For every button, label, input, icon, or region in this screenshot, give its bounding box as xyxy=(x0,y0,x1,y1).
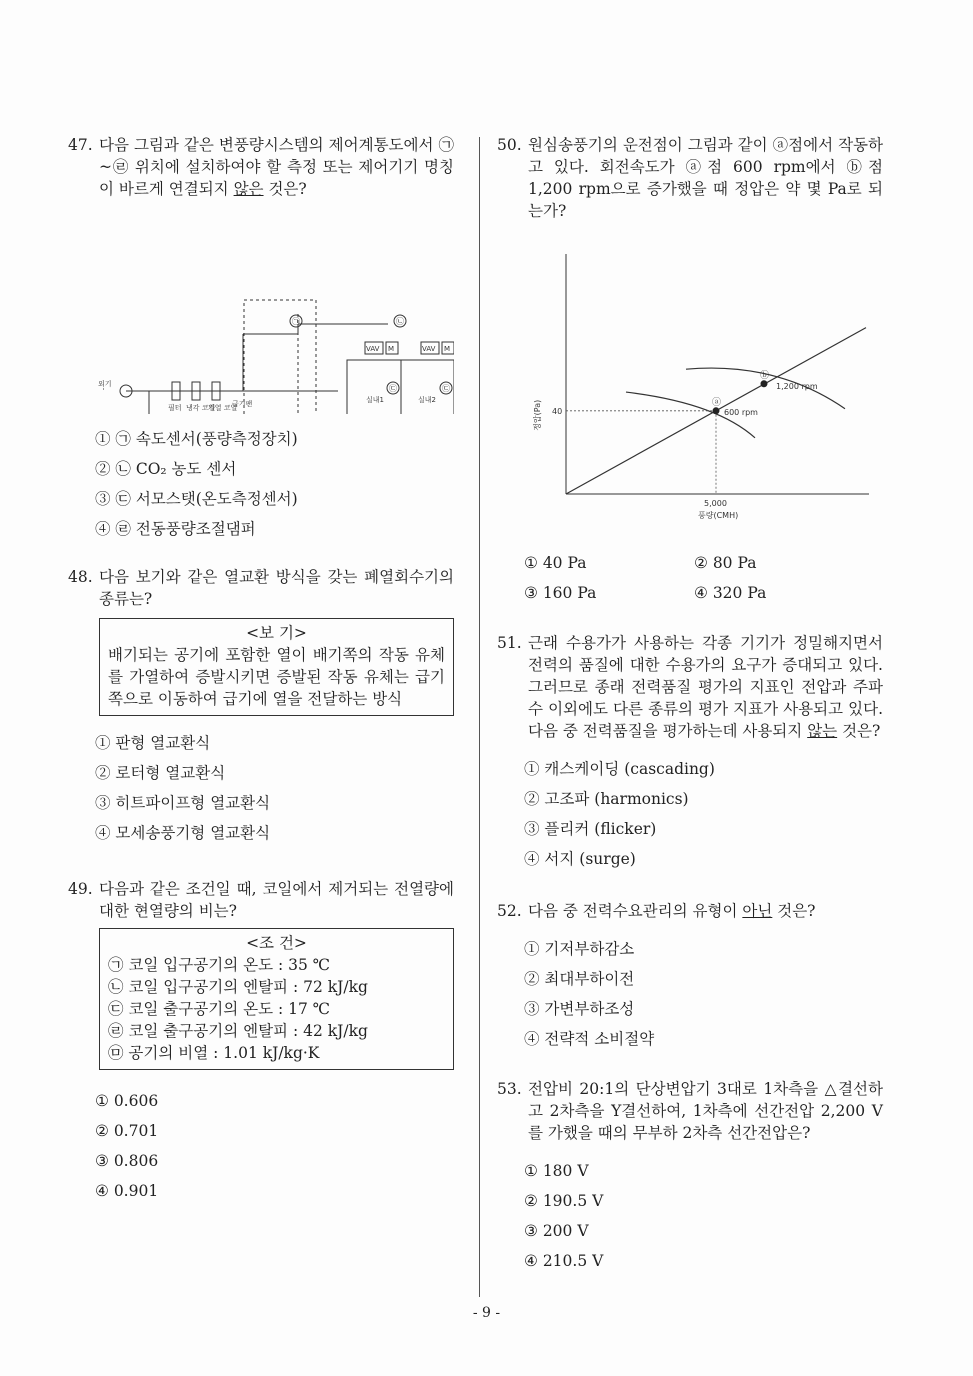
label-heating-coil: 가열 코일 xyxy=(208,404,238,412)
option-2[interactable]: ② 로터형 열교환식 xyxy=(95,764,226,782)
option-3[interactable]: ③ 200 V xyxy=(524,1222,589,1240)
option-4[interactable]: ④ 전략적 소비절약 xyxy=(524,1030,655,1048)
label-m-2: M xyxy=(444,345,451,353)
option-4[interactable]: ④ 210.5 V xyxy=(524,1252,604,1270)
mark-c-2: ㉢ xyxy=(442,384,450,393)
label-room2: 실내2 xyxy=(418,396,436,404)
curve-600-label: 600 rpm xyxy=(724,407,758,417)
option-1[interactable]: ① 캐스케이딩 (cascading) xyxy=(524,760,715,778)
option-3[interactable]: ③ 플리커 (flicker) xyxy=(524,820,657,838)
q47-options xyxy=(68,424,454,544)
q52-options xyxy=(497,934,883,1054)
option-2[interactable]: ② 최대부하이전 xyxy=(524,970,635,988)
option-4[interactable]: ④ 320 Pa xyxy=(694,584,767,602)
point-b xyxy=(761,380,768,387)
option-1[interactable]: ① 180 V xyxy=(524,1162,589,1180)
vav-control-diagram xyxy=(68,214,454,414)
option-1[interactable]: ① ㉠ 속도센서(풍량측정장치) xyxy=(95,430,298,448)
question-48 xyxy=(68,566,454,610)
x-tick-label: 5,000 xyxy=(704,499,727,508)
condition-item: ㉡ 코일 입구공기의 엔탈피 : 72 kJ/kg xyxy=(108,978,368,996)
question-number: 51. xyxy=(497,634,522,652)
column-divider xyxy=(479,137,480,1297)
point-a-label: ⓐ xyxy=(712,397,722,408)
left-column xyxy=(68,134,454,1206)
q51-options xyxy=(497,754,883,874)
question-50 xyxy=(497,134,883,222)
mark-a-1: ㉠ xyxy=(292,317,300,326)
option-3[interactable]: ③ 160 Pa xyxy=(524,584,597,602)
option-1[interactable]: ① 40 Pa xyxy=(524,554,587,572)
question-number: 53. xyxy=(497,1080,522,1098)
q49-options xyxy=(68,1086,454,1206)
question-text: 다음과 같은 조건일 때, 코일에서 제거되는 전열량에 대한 현열량의 비는? xyxy=(99,880,454,920)
option-3[interactable]: ③ ㉢ 서모스탯(온도측정센서) xyxy=(95,490,298,508)
right-column xyxy=(497,134,883,1276)
condition-item: ㉤ 공기의 비열 : 1.01 kJ/kg·K xyxy=(108,1044,320,1062)
question-text: 원심송풍기의 운전점이 그림과 같이 ⓐ점에서 작동하고 있다. 회전속도가 ⓐ점 600 rpm에서 ⓑ점 1,200 rpm으로 증가했을 때 정압은 약 몇 Pa로 되는가? xyxy=(528,136,883,220)
option-2[interactable]: ② 0.701 xyxy=(95,1122,159,1140)
option-3[interactable]: ③ 가변부하조성 xyxy=(524,1000,635,1018)
option-3[interactable]: ③ 히트파이프형 열교환식 xyxy=(95,794,271,812)
option-2[interactable]: ② 고조파 (harmonics) xyxy=(524,790,689,808)
option-1[interactable]: ① 0.606 xyxy=(95,1092,159,1110)
option-1[interactable]: ① 판형 열교환식 xyxy=(95,734,211,752)
question-number: 52. xyxy=(497,902,522,920)
label-vav-1: VAV xyxy=(366,345,380,353)
label-m-1: M xyxy=(388,345,395,353)
option-4[interactable]: ④ 모세송풍기형 열교환식 xyxy=(95,824,271,842)
question-text: 근래 수용가가 사용하는 각종 기기가 정밀해지면서 전력의 품질에 대한 수용가의 요구가 증대되고 있다. 그러므로 종래 전력품질 평가의 지표인 전압과 주파수 이외에도 다른 종류의 평가 지표가 사용되고 있다. 다음 중 전력품질을 평가하는데 사용되지 않는 것은? xyxy=(528,634,883,740)
question-text: 다음 보기와 같은 열교환 방식을 갖는 폐열회수기의 종류는? xyxy=(99,568,454,608)
question-number: 48. xyxy=(68,568,93,586)
label-vav-2: VAV xyxy=(422,345,436,353)
question-53 xyxy=(497,1078,883,1144)
label-room1: 실내1 xyxy=(366,396,384,404)
box-text: 배기되는 공기에 포함한 열이 배기쪽의 작동 유체를 가열하여 증발시키면 증발된 작동 유체는 급기 쪽으로 이동하여 급기에 열을 전달하는 방식 xyxy=(108,646,445,708)
point-b-label: ⓑ xyxy=(760,370,770,381)
box-title: <보 기> xyxy=(246,624,307,642)
curve-1200-label: 1,200 rpm xyxy=(776,381,818,391)
mark-c-1: ㉢ xyxy=(389,384,397,393)
question-text: 다음 그림과 같은 변풍량시스템의 제어계통도에서 ㉠~㉣ 위치에 설치하여야 할 측정 또는 제어기기 명칭이 바르게 연결되지 않은 것은? xyxy=(99,136,454,198)
option-2[interactable]: ② 80 Pa xyxy=(694,554,757,572)
y-axis-label: 정압(Pa) xyxy=(533,399,542,431)
mark-b: ㉡ xyxy=(396,317,404,326)
question-number: 47. xyxy=(68,136,93,154)
q53-options xyxy=(497,1156,883,1276)
option-4[interactable]: ④ 0.901 xyxy=(95,1182,159,1200)
question-text: 다음 중 전력수요관리의 유형이 아닌 것은? xyxy=(528,902,816,920)
label-filter: 필터 xyxy=(168,404,182,412)
condition-item: ㉢ 코일 출구공기의 온도 : 17 ℃ xyxy=(108,1000,331,1018)
label-supply-fan: 급기팬 xyxy=(232,400,253,408)
option-3[interactable]: ③ 0.806 xyxy=(95,1152,159,1170)
option-4[interactable]: ④ ㉣ 전동풍량조절댐퍼 xyxy=(95,520,256,538)
option-2[interactable]: ② 190.5 V xyxy=(524,1192,604,1210)
label-cooling-coil: 냉각 코일 xyxy=(186,404,216,412)
question-number: 49. xyxy=(68,880,93,898)
q48-options xyxy=(68,728,454,848)
question-49 xyxy=(68,878,454,922)
y-tick-label: 40 xyxy=(552,406,563,416)
question-47 xyxy=(68,134,454,200)
condition-item: ㉣ 코일 출구공기의 엔탈피 : 42 kJ/kg xyxy=(108,1022,368,1040)
question-52 xyxy=(497,900,883,922)
conditions-box xyxy=(99,928,454,1070)
condition-item: ㉠ 코일 입구공기의 온도 : 35 ℃ xyxy=(108,956,331,974)
option-4[interactable]: ④ 서지 (surge) xyxy=(524,850,636,868)
q50-options xyxy=(497,548,883,610)
option-1[interactable]: ① 기저부하감소 xyxy=(524,940,635,958)
point-a xyxy=(713,407,720,414)
question-number: 50. xyxy=(497,136,522,154)
label-outdoor: 외기 xyxy=(98,380,112,388)
question-51 xyxy=(497,632,883,742)
fan-chart xyxy=(497,244,883,534)
x-axis-label: 풍량(CMH) xyxy=(698,511,739,520)
box-title: <조 건> xyxy=(246,934,307,952)
bogi-box xyxy=(99,618,454,716)
option-2[interactable]: ② ㉡ CO₂ 농도 센서 xyxy=(95,460,237,478)
page-number: - 9 - xyxy=(472,1305,501,1321)
question-text: 전압비 20:1의 단상변압기 3대로 1차측을 △결선하고 2차측을 Y결선하여, 1차측에 선간전압 2,200 V를 가했을 때의 무부하 2차측 선간전압은? xyxy=(528,1080,883,1142)
